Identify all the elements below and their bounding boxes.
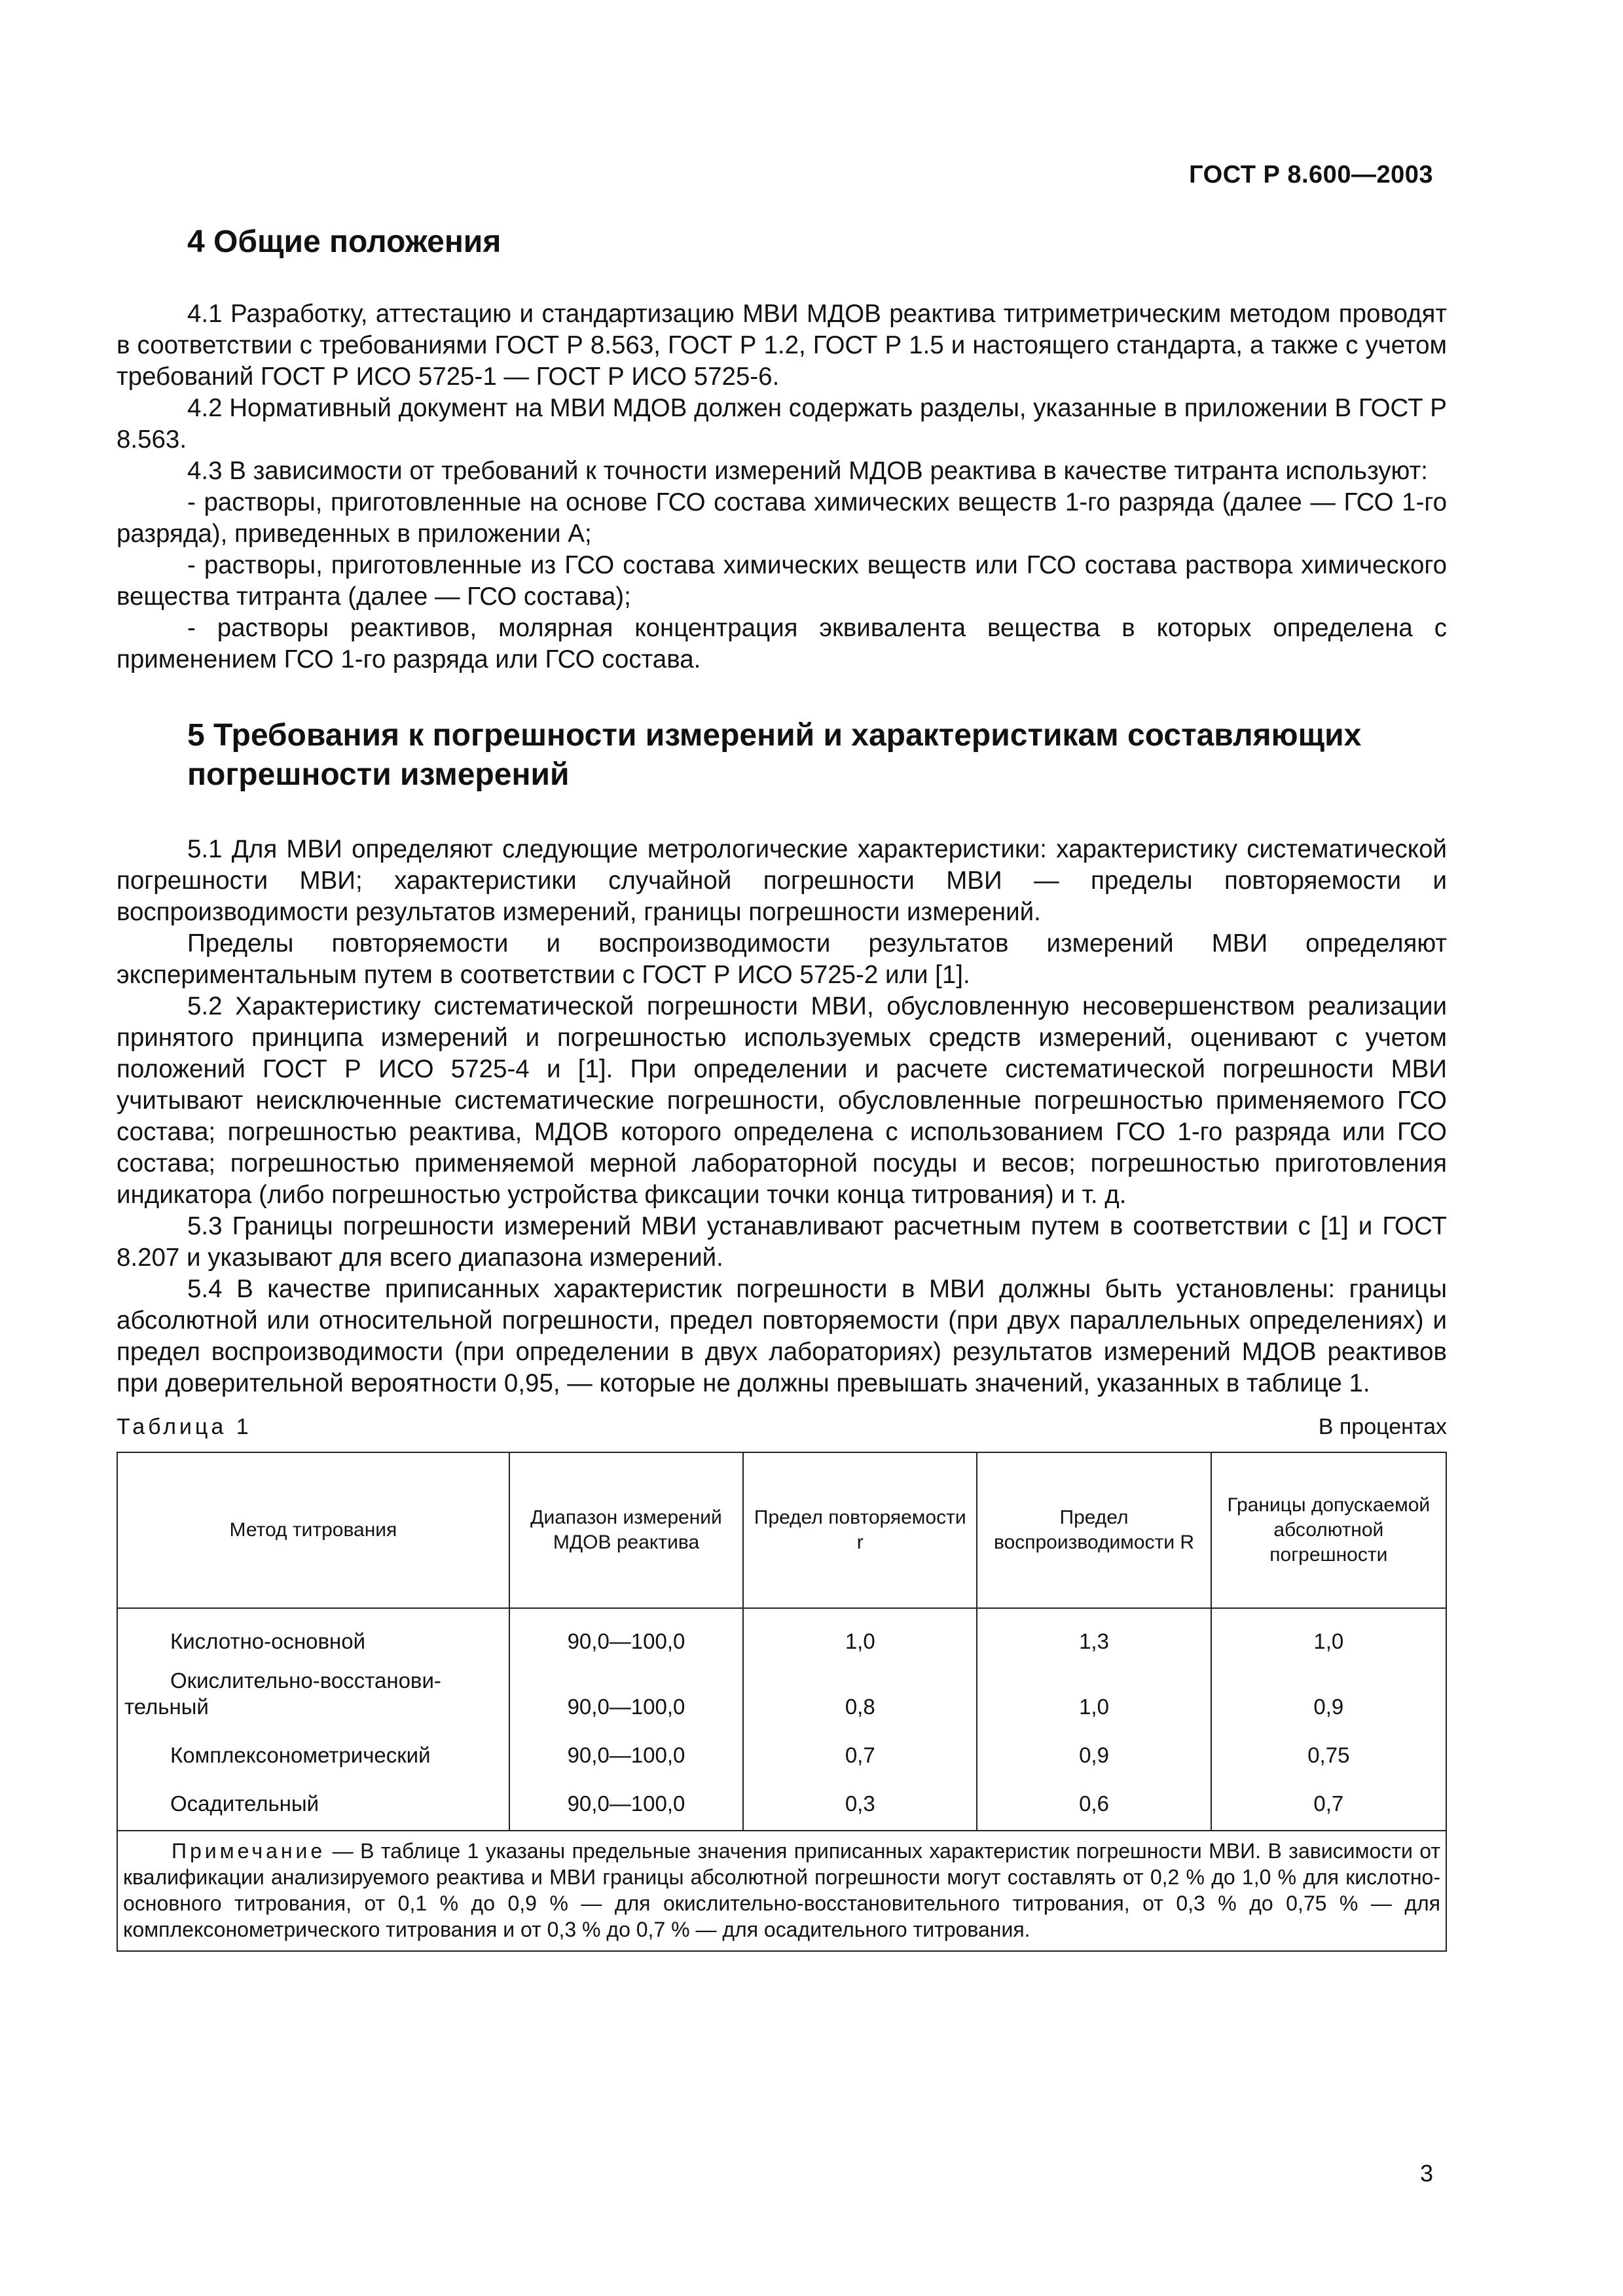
accuracy-table	[117, 1452, 1447, 1952]
repeatability-cell: 0,3	[743, 1775, 977, 1831]
range-cell: 90,0—100,0	[509, 1775, 743, 1831]
column-header-reproducibility: Предел воспроизводимости R	[977, 1452, 1211, 1608]
repeatability-cell: 0,8	[743, 1661, 977, 1727]
note-label: Примечание	[172, 1839, 326, 1863]
table-row	[117, 1661, 1446, 1727]
error-limit-cell: 1,0	[1211, 1608, 1446, 1661]
page-content	[117, 223, 1447, 1952]
paragraph-5-1: 5.1 Для МВИ определяют следующие метрологические характеристики: характеристику систематической погрешности МВИ; характеристики случайной погрешности МВИ — пределы повторяемости и воспроизводимости результатов измерений, границы погрешности измерений.	[117, 835, 1447, 926]
table-row	[117, 1727, 1446, 1775]
column-header-range: Диапазон измерений МДОВ реактива	[509, 1452, 743, 1608]
reproducibility-cell: 0,6	[977, 1775, 1211, 1831]
table-note-row	[117, 1831, 1446, 1951]
paragraph-5-2: 5.2 Характеристику систематической погрешности МВИ, обусловленную несовершенством реализации принятого принципа измерений и погрешностью используемых средств измерений, оценивают с учетом положений ГОСТ Р ИСО 5725-4 и [1]. При определении и расчете систематической погрешности МВИ учитывают неисключенные систематические погрешности, обусловленные погрешностью применяемого ГСО состава; погрешностью реактива, МДОВ которого определена с использованием ГСО 1-го разряда или ГСО состава; погрешностью применяемой мерной лабораторной посуды и весов; погрешностью приготовления индикатора (либо погрешностью устройства фиксации точки конца титрования) и т. д.	[117, 992, 1447, 1209]
column-header-error-limits: Границы допускаемой абсолютной погрешности	[1211, 1452, 1446, 1608]
table-caption-row	[117, 1412, 1447, 1441]
table-caption: Таблица 1	[117, 1414, 252, 1439]
table-row	[117, 1775, 1446, 1831]
reproducibility-cell: 1,0	[977, 1661, 1211, 1727]
table-header-row	[117, 1452, 1446, 1608]
repeatability-cell: 1,0	[743, 1608, 977, 1661]
error-limit-cell: 0,7	[1211, 1775, 1446, 1831]
table-units: В процентах	[1318, 1414, 1447, 1439]
repeatability-cell: 0,7	[743, 1727, 977, 1775]
column-header-method: Метод титрования	[117, 1452, 509, 1608]
method-cell: Кислотно-основной	[117, 1608, 509, 1661]
column-header-repeatability: Предел повторяемости r	[743, 1452, 977, 1608]
section-5-title: 5 Требования к погрешности измерений и характеристикам составляющих погрешности измерений	[187, 718, 1362, 792]
paragraph-5-3: 5.3 Границы погрешности измерений МВИ устанавливают расчетным путем в соответствии с [1] и ГОСТ 8.207 и указывают для всего диапазона измерений.	[117, 1212, 1447, 1272]
paragraph-4-2: 4.2 Нормативный документ на МВИ МДОВ должен содержать разделы, указанные в приложении В ГОСТ Р 8.563.	[117, 394, 1447, 454]
list-item-reagent-solutions: - растворы реактивов, молярная концентрация эквивалента вещества в которых определена с применением ГСО 1-го разряда или ГСО состава.	[117, 614, 1447, 673]
section-4-title: 4 Общие положения	[187, 224, 501, 259]
range-cell: 90,0—100,0	[509, 1608, 743, 1661]
document-code: ГОСТ Р 8.600—2003	[1189, 161, 1433, 188]
method-cell: Комплексонометрический	[117, 1727, 509, 1775]
range-cell: 90,0—100,0	[509, 1727, 743, 1775]
error-limit-cell: 0,75	[1211, 1727, 1446, 1775]
note-text: — В таблице 1 указаны предельные значения приписанных характеристик погрешности МВИ. В зависимости от квалификации анализируемого реактива и МВИ границы абсолютной погрешности могут составлять от 0,2 % до 1,0 % для кислотно-основного титрования, от 0,1 % до 0,9 % — для окислительно-восстановительного титрования, от 0,3 % до 0,75 % — для комплексонометрического титрования и от 0,3 % до 0,7 % — для осадительного титрования.	[123, 1839, 1441, 1941]
reproducibility-cell: 1,3	[977, 1608, 1211, 1661]
paragraph-4-1: 4.1 Разработку, аттестацию и стандартизацию МВИ МДОВ реактива титриметрическим методом проводят в соответствии с требованиями ГОСТ Р 8.563, ГОСТ Р 1.2, ГОСТ Р 1.5 и настоящего стандарта, а также с учетом требований ГОСТ Р ИСО 5725-1 — ГОСТ Р ИСО 5725-6.	[117, 300, 1447, 391]
reproducibility-cell: 0,9	[977, 1727, 1211, 1775]
table-row	[117, 1608, 1446, 1661]
page-number: 3	[1419, 2160, 1433, 2187]
table-note	[117, 1831, 1446, 1951]
paragraph-5-4: 5.4 В качестве приписанных характеристик погрешности в МВИ должны быть установлены: границы абсолютной или относительной погрешности, предел повторяемости (при двух параллельных определениях) и предел воспроизводимости (при определении в двух лабораториях) результатов измерений МДОВ реактивов при доверительной вероятности 0,95, — которые не должны превышать значений, указанных в таблице 1.	[117, 1275, 1447, 1397]
list-item-gso-1: - растворы, приготовленные на основе ГСО состава химических веществ 1-го разряда (далее — ГСО 1-го разряда), приведенных в приложении А;	[117, 488, 1447, 548]
error-limit-cell: 0,9	[1211, 1661, 1446, 1727]
list-item-gso-composition: - растворы, приготовленные из ГСО состава химических веществ или ГСО состава раствора химического вещества титранта (далее — ГСО состава);	[117, 551, 1447, 611]
method-cell: Осадительный	[117, 1775, 509, 1831]
paragraph-5-1-limits: Пределы повторяемости и воспроизводимости результатов измерений МВИ определяют экспериментальным путем в соответствии с ГОСТ Р ИСО 5725-2 или [1].	[117, 929, 1447, 989]
paragraph-4-3: 4.3 В зависимости от требований к точности измерений МДОВ реактива в качестве титранта используют:	[187, 457, 1428, 485]
method-cell: Окислительно-восстанови- тельный	[117, 1661, 509, 1727]
range-cell: 90,0—100,0	[509, 1661, 743, 1727]
